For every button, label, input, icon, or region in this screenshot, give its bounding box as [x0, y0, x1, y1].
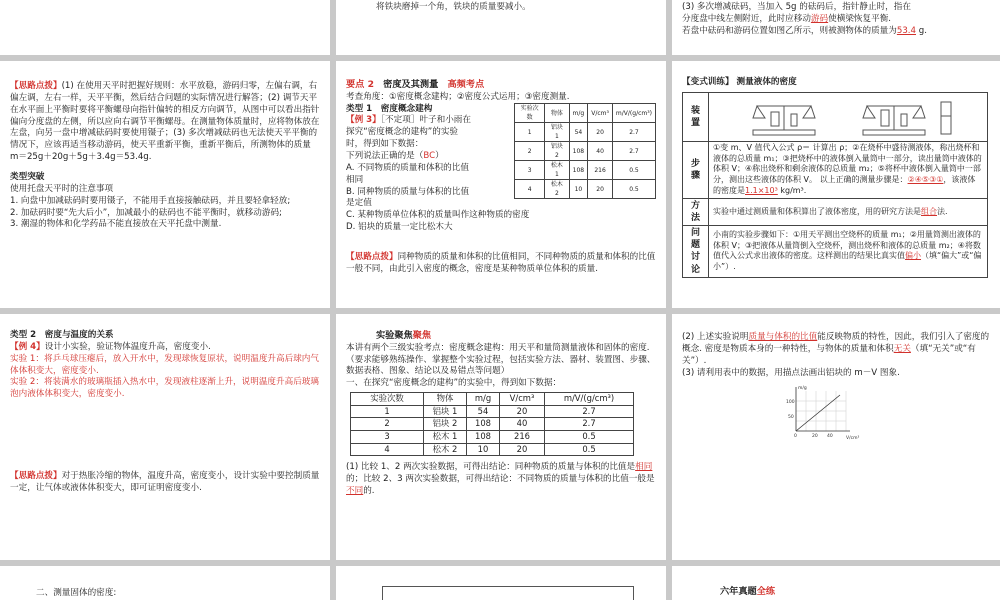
- example3-label: 【例 3】: [346, 115, 381, 126]
- table-cell: 20: [588, 180, 613, 199]
- table-cell: m/g: [467, 393, 500, 406]
- table-cell: 20: [500, 405, 545, 418]
- table-cell: [709, 92, 988, 141]
- point-number: 要点 2: [346, 79, 374, 90]
- focus-data-table: [350, 392, 634, 456]
- table-cell: 2.7: [612, 123, 655, 142]
- table-row: [351, 418, 634, 431]
- table-cell: ①变 m、V 值代入公式 ρ＝ 计算出 ρ；②在烧杯中盛待测液体，称出烧杯和液体的总质量 m₁；③把烧杯中的液体倒入量筒中一部分，读出量筒中液体的体积 V；④称出烧杯和剩余液体的总质量 m₂；⑤将杯中液体倒入量筒中一部分，测出这些液体的体积 V。 以上正确的测量步骤是：②④⑤③①，该液体的密度是1.1×10³ kg/m³.: [709, 141, 988, 198]
- focus-sub: 一、在探究“密度概念的建构”的实验中，得到如下数据：: [346, 378, 562, 389]
- example3-tip-text: 同种物质的质量和体积的比值相同，不同种物质的质量和体积的比值一般不同，由此引入密度的概念，密度是某种物质单位体积的质量.: [346, 252, 656, 274]
- table-cell: 216: [500, 430, 545, 443]
- table-cell: 1: [515, 123, 545, 142]
- experiment-2: 实验 2：将装满水的玻璃瓶插入热水中，发现液柱逐渐上升，说明温度升高后玻璃泡内液体体积变大，密度变小.: [10, 377, 319, 400]
- table-cell: 20: [588, 123, 613, 142]
- table-cell: 铝块 2: [545, 142, 569, 161]
- method-text: 实验中通过测质量和体积算出了液体密度，用的研究方法是: [713, 206, 921, 216]
- table-cell: 铝块 1: [545, 123, 569, 142]
- m-v-graph: [786, 383, 990, 445]
- variant-card: [672, 61, 1000, 308]
- table-cell: 108: [467, 430, 500, 443]
- bottom-middle-table-edge: [382, 586, 634, 600]
- table-cell: 物体: [424, 393, 467, 406]
- answer-ratio: 质量与体积的比值: [748, 332, 818, 342]
- top-right-card: (3) 多次增减砝码，当加入 5g 的砝码后，指针静止时，指在 分度盘中线左侧附近，此时应移动游码使横梁恢复平衡. 若盘中砝码和游码位置如图乙所示，则被测物体的质量为53.4 g.: [672, 0, 1000, 55]
- note-item-3: 3. 潮湿的物体和化学药品不能直接放在天平托盘中测量.: [10, 219, 222, 230]
- graph-question: (3) 请利用表中的数据，用描点法画出铝块的 m－V 图象.: [682, 367, 900, 378]
- table-cell: 2: [515, 142, 545, 161]
- density-answer: 1.1×10³: [745, 186, 778, 196]
- exam-scope: 考查角度：①密度概念建构；②密度公式运用；③密度测量.: [346, 91, 570, 102]
- table-cell: 108: [467, 418, 500, 431]
- option-d: D. 铝块的质量一定比松木大: [346, 222, 453, 233]
- table-cell: 2.7: [612, 142, 655, 161]
- x-tick-20: 20: [812, 434, 818, 440]
- table-cell: 实验次数: [351, 393, 424, 406]
- balance-icon-right: [863, 106, 925, 135]
- table-cell: 216: [588, 161, 613, 180]
- steps-text: ①变 m、V 值代入公式 ρ＝ 计算出 ρ；②在烧杯中盛待测液体，称出烧杯和液体的总质量 m₁；③把烧杯中的液体倒入量筒中一部分，读出量筒中液体的体积 V；④称出烧杯和剩余液体的总质量 m₂；⑤将杯中液体倒入量筒中一部分，测出这些液体的体积 V。: [713, 142, 982, 185]
- example3-data-table: [514, 103, 656, 199]
- table-cell: 实验次数: [515, 104, 545, 123]
- table-row: [683, 226, 988, 278]
- table-cell: 小南的实验步骤如下：①用天平测出空烧杯的质量 m₁；②用量筒测出液体的体积 V；③把液体从量筒倒入空烧杯，测出烧杯和液体的总质量 m₂；④将数值代入公式求出液体的密度。这样测出的结果比真实值偏小（填“偏大”或“偏小”）.: [709, 226, 988, 278]
- focus-title: 实验聚焦: [376, 330, 413, 341]
- option-b: B. 同种物质的质量与体积的比值是定值: [346, 186, 470, 209]
- solid-density-heading: 二、测量固体的密度:: [36, 588, 117, 598]
- table-cell: 0.5: [612, 180, 655, 199]
- table-row: [351, 430, 634, 443]
- discussion-answer: 偏小: [905, 251, 921, 261]
- hot-tag: 高频考点: [447, 79, 485, 90]
- table-row: [351, 443, 634, 456]
- tips-text: (1) 在使用天平时把握好规则：水平放稳，游码归零，左偏右调，右偏左调，左右一样，天平平衡，然后结合问题的实际情况进行解答；(2) 调节天平在水平面上平衡时要将平衡螺母向指针偏转的相反方向调节，从图中可以看出指针偏向分度盘的左侧，所以应向右调节平衡螺母。在测量物体质量时，应将物体放在左盘，向另一盘中增减砝码时要使用镊子；(3) 多次增减砝码也无法使天平平衡的情况下，应该再适当移动游码，使天平重新平衡，重新平衡后，所测物体的质量 m＝25g＋20g＋5g＋3.4g＝53.4g.: [10, 81, 320, 163]
- table-row: [351, 405, 634, 418]
- table-cell: 2.7: [545, 405, 634, 418]
- focus-title-accent: 聚焦: [412, 330, 432, 341]
- note-item-1: 1. 向盘中加减砝码时要用镊子，不能用手直接接触砝码，并且要轻拿轻放;: [10, 195, 291, 206]
- tips-label: 【思路点拨】: [10, 81, 62, 91]
- table-row: [683, 198, 988, 225]
- focus-intro: 本讲有两个三级实验考点：密度概念建构：用天平和量筒测量液体和固体的密度.（要求能够熟练操作、掌握整个实验过程，包括实验方法、器材、装置图、步骤、数据表格、图象、结论以及易错点等问题）: [346, 342, 656, 377]
- answer-different: 不同: [346, 485, 364, 496]
- row-label-setup: 装置: [683, 92, 709, 141]
- notes-title: 使用托盘天平时的注意事项: [10, 183, 114, 194]
- table-cell: 铝块 1: [424, 405, 467, 418]
- table-cell: V/cm³: [588, 104, 613, 123]
- table-cell: 0.5: [545, 430, 634, 443]
- bottom-right-card: [672, 566, 1000, 600]
- top-left-card: [0, 0, 330, 55]
- table-cell: 4: [351, 443, 424, 456]
- experiment-1: 实验 1：将乒乓球压瘪后，放入开水中，发现球恢复原状，说明温度升高后球内气体体积变大，密度变小.: [10, 353, 319, 376]
- y-tick-100: 100: [786, 400, 795, 406]
- question-text: 下列说法正确的是: [346, 150, 415, 161]
- top-right-line-1: (3) 多次增减砝码，当加入 5g 的砝码后，指针静止时，指在: [682, 2, 911, 12]
- answer-bc: BC: [423, 150, 436, 161]
- table-cell: 物体: [545, 104, 569, 123]
- table-cell: 20: [500, 443, 545, 456]
- table-cell: 54: [467, 405, 500, 418]
- table-cell: 40: [588, 142, 613, 161]
- row-label-discussion: 问题讨论: [683, 226, 709, 278]
- x-tick-0: 0: [794, 434, 797, 440]
- table-cell: 54: [569, 123, 588, 142]
- variant-table: [682, 92, 988, 278]
- table-row: [351, 393, 634, 406]
- table-row: [683, 141, 988, 198]
- table-row: [515, 123, 656, 142]
- example4-text: 设计小实验，验证物体温度升高，密度变小.: [44, 341, 211, 352]
- table-row: [683, 92, 988, 141]
- six-year-title-accent: 全练: [756, 586, 776, 597]
- table-cell: 0.5: [612, 161, 655, 180]
- type2-title: 类型 2 密度与温度的关系: [10, 330, 114, 340]
- table-cell: m/g: [569, 104, 588, 123]
- row-label-method: 方法: [683, 198, 709, 225]
- six-year-title: 六年真题: [720, 586, 757, 597]
- table-cell: 10: [569, 180, 588, 199]
- option-a: A. 不同物质的质量和体积的比值相同: [346, 162, 469, 185]
- table-cell: 3: [515, 161, 545, 180]
- table-cell: 1: [351, 405, 424, 418]
- row-label-steps: 步骤: [683, 141, 709, 198]
- balance-icon-left: [753, 106, 815, 135]
- table-cell: 松木 1: [545, 161, 569, 180]
- table-row: [515, 142, 656, 161]
- section-type-breakthrough: 类型突破: [10, 172, 45, 183]
- balance-illustration: [713, 96, 983, 138]
- example3-text: ［不定项］叶子和小雨在探究“密度概念的建构”的实验时，得到如下数据：: [346, 115, 471, 150]
- example4-tip-label: 【思路点拨】: [10, 471, 62, 482]
- table-cell: V/cm³: [500, 393, 545, 406]
- table-cell: 0.5: [545, 443, 634, 456]
- table-cell: 108: [569, 142, 588, 161]
- graph-card: (2) 上述实验说明质量与体积的比值能反映物质的特性，因此，我们引入了密度的概念. 密度是物质本身的一种特性，与物体的质量和体积无关（填“无关”或“有关”）. (3) 请利用表中的数据，用描点法画出铝块的 m－V 图象. m/g V/cm³ 100 50 0 20 40: [672, 314, 1000, 560]
- x-axis-label: V/cm³: [846, 436, 860, 442]
- cylinder-icon: [941, 102, 951, 134]
- example4-label: 【例 4】: [10, 341, 45, 352]
- example4-tip-text: 对于热胀冷缩的物体，温度升高，密度变小，设计实验中要控制质量一定，让气体或液体体积变大，即可证明密度变小.: [10, 471, 320, 494]
- table-cell: 3: [351, 430, 424, 443]
- method-answer: 组合: [921, 206, 937, 216]
- bottom-middle-card: [336, 566, 666, 600]
- focus-card: 实验聚焦聚焦 本讲有两个三级实验考点：密度概念建构：用天平和量筒测量液体和固体的密度.（要求能够熟练操作、掌握整个实验过程，包括实验方法、器材、装置图、步骤、数据表格、图象、结论以及易错点等问题） 一、在探究“密度概念的建构”的实验中，得到如下数据： 实验次数 物体 m/g V/cm³ m/V/(g/cm³) 1 铝块 1 54 20 2.7 2 铝块 2 108 40 2.7 3 松木 1 108 216 0.5 4 松木 2 10 20 0.5 (1) 比较 1、2 两次实验数据，可得出结论：同种物质的质量与体积的比值是相同的；比较 2、3 两次实验数据，可得出结论：不同物质的质量与体积的比值一般是不同的.: [336, 314, 666, 560]
- top-middle-text: 将铁块磨掉一个角，铁块的质量要减小。: [376, 2, 531, 12]
- table-row: [515, 180, 656, 199]
- table-cell: 10: [467, 443, 500, 456]
- bottom-left-card: [0, 566, 330, 600]
- answer-same: 相同: [635, 462, 653, 473]
- table-cell: 40: [500, 418, 545, 431]
- x-tick-40: 40: [827, 434, 833, 440]
- answer-rider: 游码: [810, 13, 829, 24]
- temperature-card: [0, 314, 330, 560]
- variant-title: 【变式训练】 测量液体的密度: [682, 77, 797, 87]
- type1-title: 类型 1 密度概念建构: [346, 103, 433, 114]
- table-cell: 松木 2: [545, 180, 569, 199]
- table-cell: 108: [569, 161, 588, 180]
- table-cell: 2: [351, 418, 424, 431]
- tips-card: [0, 61, 330, 308]
- table-cell: 松木 2: [424, 443, 467, 456]
- top-middle-card: [336, 0, 666, 55]
- table-cell: m/V/(g/cm³): [612, 104, 655, 123]
- table-cell: 实验中通过测质量和体积算出了液体密度，用的研究方法是组合法.: [709, 198, 988, 225]
- y-axis-label: m/g: [798, 386, 807, 392]
- answer-mass: 53.4: [896, 25, 916, 36]
- note-item-2: 2. 加砝码时要“先大后小”，加减最小的砝码也不能平衡时，就移动游码;: [10, 207, 282, 218]
- table-cell: 4: [515, 180, 545, 199]
- answer-unrelated: 无关: [893, 343, 911, 354]
- steps-answer: ②④⑤③①: [907, 175, 944, 185]
- density-card: 要点 2 密度及其测量 高频考点 考查角度：①密度概念建构；②密度公式运用；③密度测量. 类型 1 密度概念建构 【例 3】［不定项］叶子和小雨在探究“密度概念的建构”的实验时，得到如下数据： 下列说法正确的是（BC） A. 不同物质的质量和体积的比值相同 B. 同种物质的质量与体积的比值是定值 C. 某种物质单位体积的质量叫作这种物质的密度 D. 铝块的质量一定比松木大 实验次数 物体 m/g V/cm³ m/V/(g/cm³) 1 铝块 1 54 20 2.7 2 铝块 2 108 40 2.7 3 松木 1 108 216 0.5 4 松木 2 10 20 0.5 【思路点拨】同种物质的质量和体积的比值相同，不同种物质的质量和体积的比值一般不同，由此引入密度的概念，密度是某种物质单位体积的质量.: [336, 61, 666, 308]
- table-cell: 松木 1: [424, 430, 467, 443]
- aluminum-line: [796, 395, 840, 431]
- table-row: [515, 161, 656, 180]
- point-title: 密度及其测量: [383, 79, 439, 90]
- example3-tip-label: 【思路点拨】: [346, 252, 398, 262]
- discussion-text: 小南的实验步骤如下：①用天平测出空烧杯的质量 m₁；②用量筒测出液体的体积 V；③把液体从量筒倒入空烧杯，测出烧杯和液体的总质量 m₂；④将数值代入公式求出液体的密度。这样测出的结果比真实值: [713, 229, 981, 261]
- table-cell: 2.7: [545, 418, 634, 431]
- option-c: C. 某种物质单位体积的质量叫作这种物质的密度: [346, 210, 530, 221]
- table-cell: m/V/(g/cm³): [545, 393, 634, 406]
- table-row: [515, 104, 656, 123]
- y-tick-50: 50: [788, 415, 794, 421]
- table-cell: 铝块 2: [424, 418, 467, 431]
